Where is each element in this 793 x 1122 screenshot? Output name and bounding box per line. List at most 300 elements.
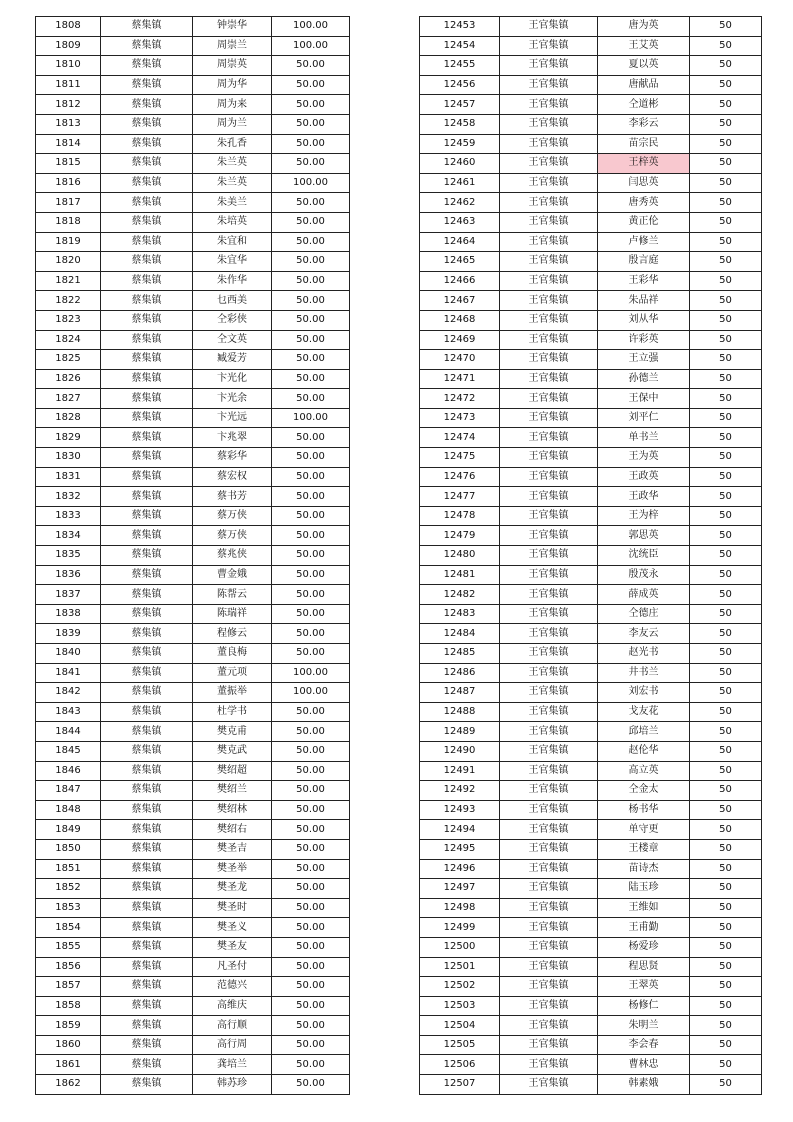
name-cell: 卢修兰 bbox=[598, 232, 690, 252]
table-row bbox=[420, 232, 762, 252]
name-cell: 李彩云 bbox=[598, 114, 690, 134]
table-row bbox=[420, 996, 762, 1016]
name-cell: 朱品祥 bbox=[598, 291, 690, 311]
table-row bbox=[420, 389, 762, 409]
town-cell: 王官集镇 bbox=[500, 526, 598, 546]
town-cell: 王官集镇 bbox=[500, 173, 598, 193]
amount-cell: 50 bbox=[690, 389, 762, 409]
name-cell: 高行周 bbox=[193, 1035, 272, 1055]
table-row bbox=[36, 918, 350, 938]
name-cell: 高行顺 bbox=[193, 1016, 272, 1036]
id-cell: 12462 bbox=[420, 193, 500, 213]
amount-cell: 50.00 bbox=[272, 800, 350, 820]
amount-cell: 50 bbox=[690, 663, 762, 683]
amount-cell: 50 bbox=[690, 546, 762, 566]
name-cell: 周崇英 bbox=[193, 56, 272, 76]
amount-cell: 50 bbox=[690, 291, 762, 311]
name-cell: 韩苏珍 bbox=[193, 1075, 272, 1095]
id-cell: 12484 bbox=[420, 624, 500, 644]
name-cell: 朱宜华 bbox=[193, 252, 272, 272]
id-cell: 12495 bbox=[420, 839, 500, 859]
table-row bbox=[36, 310, 350, 330]
town-cell: 王官集镇 bbox=[500, 1035, 598, 1055]
name-cell: 乜西美 bbox=[193, 291, 272, 311]
name-cell: 王保中 bbox=[598, 389, 690, 409]
name-cell: 邱培兰 bbox=[598, 722, 690, 742]
town-cell: 王官集镇 bbox=[500, 114, 598, 134]
table-row bbox=[36, 114, 350, 134]
table-row bbox=[420, 839, 762, 859]
id-cell: 1826 bbox=[36, 369, 101, 389]
name-cell: 程思贤 bbox=[598, 957, 690, 977]
id-cell: 1835 bbox=[36, 546, 101, 566]
name-cell: 朱培英 bbox=[193, 212, 272, 232]
town-cell: 王官集镇 bbox=[500, 330, 598, 350]
id-cell: 12503 bbox=[420, 996, 500, 1016]
town-cell: 蔡集镇 bbox=[101, 17, 193, 37]
amount-cell: 50 bbox=[690, 977, 762, 997]
amount-cell: 50.00 bbox=[272, 624, 350, 644]
table-row bbox=[36, 839, 350, 859]
table-row bbox=[420, 369, 762, 389]
amount-cell: 50 bbox=[690, 683, 762, 703]
id-cell: 1851 bbox=[36, 859, 101, 879]
town-cell: 蔡集镇 bbox=[101, 75, 193, 95]
town-cell: 蔡集镇 bbox=[101, 252, 193, 272]
name-cell: 李友云 bbox=[598, 624, 690, 644]
name-cell: 董元项 bbox=[193, 663, 272, 683]
amount-cell: 50.00 bbox=[272, 1055, 350, 1075]
amount-cell: 50 bbox=[690, 369, 762, 389]
table-row bbox=[420, 604, 762, 624]
table-row bbox=[420, 193, 762, 213]
amount-cell: 50 bbox=[690, 506, 762, 526]
id-cell: 12483 bbox=[420, 604, 500, 624]
id-cell: 12468 bbox=[420, 310, 500, 330]
amount-cell: 50 bbox=[690, 75, 762, 95]
town-cell: 王官集镇 bbox=[500, 683, 598, 703]
table-row bbox=[36, 154, 350, 174]
id-cell: 1813 bbox=[36, 114, 101, 134]
amount-cell: 50.00 bbox=[272, 114, 350, 134]
name-cell: 王楼章 bbox=[598, 839, 690, 859]
id-cell: 1827 bbox=[36, 389, 101, 409]
id-cell: 12474 bbox=[420, 428, 500, 448]
table-row bbox=[36, 428, 350, 448]
amount-cell: 50 bbox=[690, 722, 762, 742]
id-cell: 1854 bbox=[36, 918, 101, 938]
name-cell: 朱宜和 bbox=[193, 232, 272, 252]
amount-cell: 50.00 bbox=[272, 232, 350, 252]
table-row bbox=[36, 95, 350, 115]
table-row bbox=[36, 526, 350, 546]
id-cell: 12479 bbox=[420, 526, 500, 546]
id-cell: 12469 bbox=[420, 330, 500, 350]
town-cell: 蔡集镇 bbox=[101, 310, 193, 330]
name-cell: 陈瑞祥 bbox=[193, 604, 272, 624]
name-cell: 刘宏书 bbox=[598, 683, 690, 703]
id-cell: 1852 bbox=[36, 879, 101, 899]
right-table-body bbox=[420, 17, 762, 1095]
table-row bbox=[36, 565, 350, 585]
name-cell: 卞光余 bbox=[193, 389, 272, 409]
id-cell: 12465 bbox=[420, 252, 500, 272]
amount-cell: 50.00 bbox=[272, 644, 350, 664]
amount-cell: 50.00 bbox=[272, 996, 350, 1016]
name-cell: 蔡万侠 bbox=[193, 506, 272, 526]
amount-cell: 50 bbox=[690, 193, 762, 213]
table-row bbox=[420, 271, 762, 291]
id-cell: 1848 bbox=[36, 800, 101, 820]
table-row bbox=[420, 644, 762, 664]
id-cell: 1849 bbox=[36, 820, 101, 840]
table-row bbox=[36, 604, 350, 624]
amount-cell: 50 bbox=[690, 350, 762, 370]
amount-cell: 50 bbox=[690, 741, 762, 761]
table-row bbox=[420, 310, 762, 330]
id-cell: 1821 bbox=[36, 271, 101, 291]
amount-cell: 50 bbox=[690, 918, 762, 938]
id-cell: 12506 bbox=[420, 1055, 500, 1075]
town-cell: 王官集镇 bbox=[500, 369, 598, 389]
id-cell: 12470 bbox=[420, 350, 500, 370]
id-cell: 12473 bbox=[420, 408, 500, 428]
id-cell: 12496 bbox=[420, 859, 500, 879]
amount-cell: 50 bbox=[690, 134, 762, 154]
name-cell: 樊克甫 bbox=[193, 722, 272, 742]
town-cell: 蔡集镇 bbox=[101, 565, 193, 585]
amount-cell: 50 bbox=[690, 36, 762, 56]
town-cell: 蔡集镇 bbox=[101, 1016, 193, 1036]
table-row bbox=[420, 918, 762, 938]
town-cell: 王官集镇 bbox=[500, 1055, 598, 1075]
id-cell: 1812 bbox=[36, 95, 101, 115]
table-row bbox=[36, 134, 350, 154]
town-cell: 蔡集镇 bbox=[101, 95, 193, 115]
amount-cell: 50 bbox=[690, 644, 762, 664]
table-row bbox=[36, 75, 350, 95]
name-cell: 樊绍兰 bbox=[193, 781, 272, 801]
name-cell: 程修云 bbox=[193, 624, 272, 644]
town-cell: 蔡集镇 bbox=[101, 820, 193, 840]
town-cell: 王官集镇 bbox=[500, 232, 598, 252]
table-row bbox=[36, 1075, 350, 1095]
town-cell: 蔡集镇 bbox=[101, 839, 193, 859]
table-row bbox=[420, 467, 762, 487]
amount-cell: 50.00 bbox=[272, 369, 350, 389]
amount-cell: 50 bbox=[690, 996, 762, 1016]
table-row bbox=[420, 36, 762, 56]
table-row bbox=[36, 389, 350, 409]
amount-cell: 100.00 bbox=[272, 173, 350, 193]
table-row bbox=[36, 996, 350, 1016]
town-cell: 蔡集镇 bbox=[101, 350, 193, 370]
name-cell: 井书兰 bbox=[598, 663, 690, 683]
amount-cell: 100.00 bbox=[272, 408, 350, 428]
name-cell: 王为英 bbox=[598, 448, 690, 468]
amount-cell: 50.00 bbox=[272, 506, 350, 526]
town-cell: 王官集镇 bbox=[500, 506, 598, 526]
name-cell: 樊圣义 bbox=[193, 918, 272, 938]
table-row bbox=[420, 95, 762, 115]
id-cell: 12457 bbox=[420, 95, 500, 115]
name-cell: 韩素娥 bbox=[598, 1075, 690, 1095]
name-cell: 卞光化 bbox=[193, 369, 272, 389]
id-cell: 1845 bbox=[36, 741, 101, 761]
id-cell: 12466 bbox=[420, 271, 500, 291]
name-cell: 王政英 bbox=[598, 467, 690, 487]
name-cell: 仝文英 bbox=[193, 330, 272, 350]
amount-cell: 50.00 bbox=[272, 604, 350, 624]
id-cell: 12453 bbox=[420, 17, 500, 37]
name-cell: 许彩英 bbox=[598, 330, 690, 350]
name-cell: 仝道彬 bbox=[598, 95, 690, 115]
id-cell: 1834 bbox=[36, 526, 101, 546]
id-cell: 1847 bbox=[36, 781, 101, 801]
name-cell: 朱孔香 bbox=[193, 134, 272, 154]
amount-cell: 50 bbox=[690, 252, 762, 272]
name-cell: 卞光远 bbox=[193, 408, 272, 428]
amount-cell: 50 bbox=[690, 1055, 762, 1075]
town-cell: 王官集镇 bbox=[500, 448, 598, 468]
town-cell: 蔡集镇 bbox=[101, 232, 193, 252]
town-cell: 蔡集镇 bbox=[101, 918, 193, 938]
amount-cell: 50.00 bbox=[272, 291, 350, 311]
table-row bbox=[420, 663, 762, 683]
name-cell: 龚培兰 bbox=[193, 1055, 272, 1075]
id-cell: 12471 bbox=[420, 369, 500, 389]
town-cell: 王官集镇 bbox=[500, 722, 598, 742]
table-row bbox=[36, 644, 350, 664]
name-cell: 唐秀英 bbox=[598, 193, 690, 213]
amount-cell: 50.00 bbox=[272, 428, 350, 448]
name-cell: 李会春 bbox=[598, 1035, 690, 1055]
amount-cell: 50 bbox=[690, 173, 762, 193]
table-row bbox=[36, 937, 350, 957]
town-cell: 蔡集镇 bbox=[101, 604, 193, 624]
town-cell: 蔡集镇 bbox=[101, 526, 193, 546]
table-row bbox=[36, 193, 350, 213]
name-cell: 黄正伦 bbox=[598, 212, 690, 232]
town-cell: 蔡集镇 bbox=[101, 389, 193, 409]
id-cell: 12489 bbox=[420, 722, 500, 742]
amount-cell: 50.00 bbox=[272, 1075, 350, 1095]
name-cell: 樊圣时 bbox=[193, 898, 272, 918]
amount-cell: 50.00 bbox=[272, 879, 350, 899]
name-cell: 董振举 bbox=[193, 683, 272, 703]
amount-cell: 100.00 bbox=[272, 36, 350, 56]
id-cell: 12477 bbox=[420, 487, 500, 507]
amount-cell: 50 bbox=[690, 800, 762, 820]
table-row bbox=[36, 291, 350, 311]
name-cell: 戈友花 bbox=[598, 702, 690, 722]
amount-cell: 50.00 bbox=[272, 134, 350, 154]
amount-cell: 50.00 bbox=[272, 702, 350, 722]
town-cell: 王官集镇 bbox=[500, 565, 598, 585]
id-cell: 1838 bbox=[36, 604, 101, 624]
table-row bbox=[420, 879, 762, 899]
town-cell: 蔡集镇 bbox=[101, 761, 193, 781]
table-row bbox=[36, 252, 350, 272]
id-cell: 1824 bbox=[36, 330, 101, 350]
id-cell: 12467 bbox=[420, 291, 500, 311]
name-cell: 苗宗民 bbox=[598, 134, 690, 154]
name-cell: 王甫勤 bbox=[598, 918, 690, 938]
id-cell: 1815 bbox=[36, 154, 101, 174]
table-row bbox=[36, 36, 350, 56]
town-cell: 王官集镇 bbox=[500, 546, 598, 566]
town-cell: 蔡集镇 bbox=[101, 781, 193, 801]
id-cell: 1822 bbox=[36, 291, 101, 311]
table-row bbox=[420, 702, 762, 722]
amount-cell: 100.00 bbox=[272, 683, 350, 703]
table-row bbox=[420, 1075, 762, 1095]
id-cell: 1836 bbox=[36, 565, 101, 585]
table-row bbox=[420, 800, 762, 820]
amount-cell: 50.00 bbox=[272, 75, 350, 95]
name-cell: 周崇兰 bbox=[193, 36, 272, 56]
id-cell: 1861 bbox=[36, 1055, 101, 1075]
id-cell: 1843 bbox=[36, 702, 101, 722]
id-cell: 12505 bbox=[420, 1035, 500, 1055]
name-cell: 钟崇华 bbox=[193, 17, 272, 37]
table-row bbox=[420, 173, 762, 193]
amount-cell: 50.00 bbox=[272, 212, 350, 232]
id-cell: 12478 bbox=[420, 506, 500, 526]
name-cell: 朱兰英 bbox=[193, 173, 272, 193]
name-cell: 高立英 bbox=[598, 761, 690, 781]
table-row bbox=[420, 820, 762, 840]
town-cell: 王官集镇 bbox=[500, 310, 598, 330]
name-cell: 陈帮云 bbox=[193, 585, 272, 605]
id-cell: 12460 bbox=[420, 154, 500, 174]
town-cell: 王官集镇 bbox=[500, 996, 598, 1016]
table-row bbox=[36, 585, 350, 605]
table-row bbox=[36, 859, 350, 879]
amount-cell: 50.00 bbox=[272, 95, 350, 115]
name-cell: 王翠英 bbox=[598, 977, 690, 997]
name-cell: 范德兴 bbox=[193, 977, 272, 997]
table-row bbox=[420, 114, 762, 134]
table-row bbox=[36, 820, 350, 840]
amount-cell: 50 bbox=[690, 17, 762, 37]
town-cell: 蔡集镇 bbox=[101, 212, 193, 232]
name-cell: 杨爱珍 bbox=[598, 937, 690, 957]
amount-cell: 50 bbox=[690, 467, 762, 487]
id-cell: 1857 bbox=[36, 977, 101, 997]
name-cell: 刘平仁 bbox=[598, 408, 690, 428]
name-cell: 闫思英 bbox=[598, 173, 690, 193]
id-cell: 1830 bbox=[36, 448, 101, 468]
town-cell: 蔡集镇 bbox=[101, 937, 193, 957]
table-row bbox=[420, 350, 762, 370]
id-cell: 12472 bbox=[420, 389, 500, 409]
amount-cell: 50 bbox=[690, 624, 762, 644]
amount-cell: 50.00 bbox=[272, 741, 350, 761]
town-cell: 蔡集镇 bbox=[101, 114, 193, 134]
name-cell: 樊绍超 bbox=[193, 761, 272, 781]
town-cell: 蔡集镇 bbox=[101, 663, 193, 683]
table-row bbox=[36, 624, 350, 644]
amount-cell: 50 bbox=[690, 428, 762, 448]
table-row bbox=[420, 546, 762, 566]
id-cell: 1846 bbox=[36, 761, 101, 781]
town-cell: 蔡集镇 bbox=[101, 741, 193, 761]
town-cell: 王官集镇 bbox=[500, 898, 598, 918]
name-cell: 郭思英 bbox=[598, 526, 690, 546]
town-cell: 蔡集镇 bbox=[101, 428, 193, 448]
table-row bbox=[36, 957, 350, 977]
name-cell: 单守更 bbox=[598, 820, 690, 840]
town-cell: 王官集镇 bbox=[500, 918, 598, 938]
name-cell: 唐为英 bbox=[598, 17, 690, 37]
amount-cell: 50.00 bbox=[272, 526, 350, 546]
id-cell: 1811 bbox=[36, 75, 101, 95]
table-row bbox=[420, 448, 762, 468]
name-cell: 王彩华 bbox=[598, 271, 690, 291]
id-cell: 12486 bbox=[420, 663, 500, 683]
name-cell: 樊绍林 bbox=[193, 800, 272, 820]
amount-cell: 100.00 bbox=[272, 663, 350, 683]
name-cell: 周为来 bbox=[193, 95, 272, 115]
town-cell: 王官集镇 bbox=[500, 624, 598, 644]
name-cell: 周为兰 bbox=[193, 114, 272, 134]
name-cell: 卞兆翠 bbox=[193, 428, 272, 448]
name-cell: 樊圣吉 bbox=[193, 839, 272, 859]
name-cell: 樊圣龙 bbox=[193, 879, 272, 899]
name-cell: 朱美兰 bbox=[193, 193, 272, 213]
id-cell: 12499 bbox=[420, 918, 500, 938]
name-cell: 杨修仁 bbox=[598, 996, 690, 1016]
name-cell: 唐献品 bbox=[598, 75, 690, 95]
table-row bbox=[36, 330, 350, 350]
table-row bbox=[420, 526, 762, 546]
town-cell: 蔡集镇 bbox=[101, 1055, 193, 1075]
table-row bbox=[420, 506, 762, 526]
town-cell: 蔡集镇 bbox=[101, 898, 193, 918]
name-cell: 王立强 bbox=[598, 350, 690, 370]
town-cell: 蔡集镇 bbox=[101, 996, 193, 1016]
amount-cell: 50 bbox=[690, 957, 762, 977]
id-cell: 12488 bbox=[420, 702, 500, 722]
town-cell: 王官集镇 bbox=[500, 350, 598, 370]
id-cell: 12482 bbox=[420, 585, 500, 605]
town-cell: 蔡集镇 bbox=[101, 291, 193, 311]
id-cell: 1818 bbox=[36, 212, 101, 232]
table-row bbox=[420, 585, 762, 605]
town-cell: 蔡集镇 bbox=[101, 369, 193, 389]
town-cell: 王官集镇 bbox=[500, 585, 598, 605]
id-cell: 1814 bbox=[36, 134, 101, 154]
name-cell: 赵光书 bbox=[598, 644, 690, 664]
town-cell: 王官集镇 bbox=[500, 75, 598, 95]
town-cell: 王官集镇 bbox=[500, 193, 598, 213]
table-row bbox=[420, 154, 762, 174]
amount-cell: 50.00 bbox=[272, 565, 350, 585]
town-cell: 蔡集镇 bbox=[101, 467, 193, 487]
id-cell: 1850 bbox=[36, 839, 101, 859]
table-row bbox=[420, 977, 762, 997]
town-cell: 王官集镇 bbox=[500, 1075, 598, 1095]
id-cell: 1808 bbox=[36, 17, 101, 37]
name-cell: 周为华 bbox=[193, 75, 272, 95]
amount-cell: 50.00 bbox=[272, 330, 350, 350]
town-cell: 蔡集镇 bbox=[101, 722, 193, 742]
town-cell: 蔡集镇 bbox=[101, 957, 193, 977]
table-row bbox=[420, 781, 762, 801]
amount-cell: 50.00 bbox=[272, 310, 350, 330]
town-cell: 王官集镇 bbox=[500, 839, 598, 859]
